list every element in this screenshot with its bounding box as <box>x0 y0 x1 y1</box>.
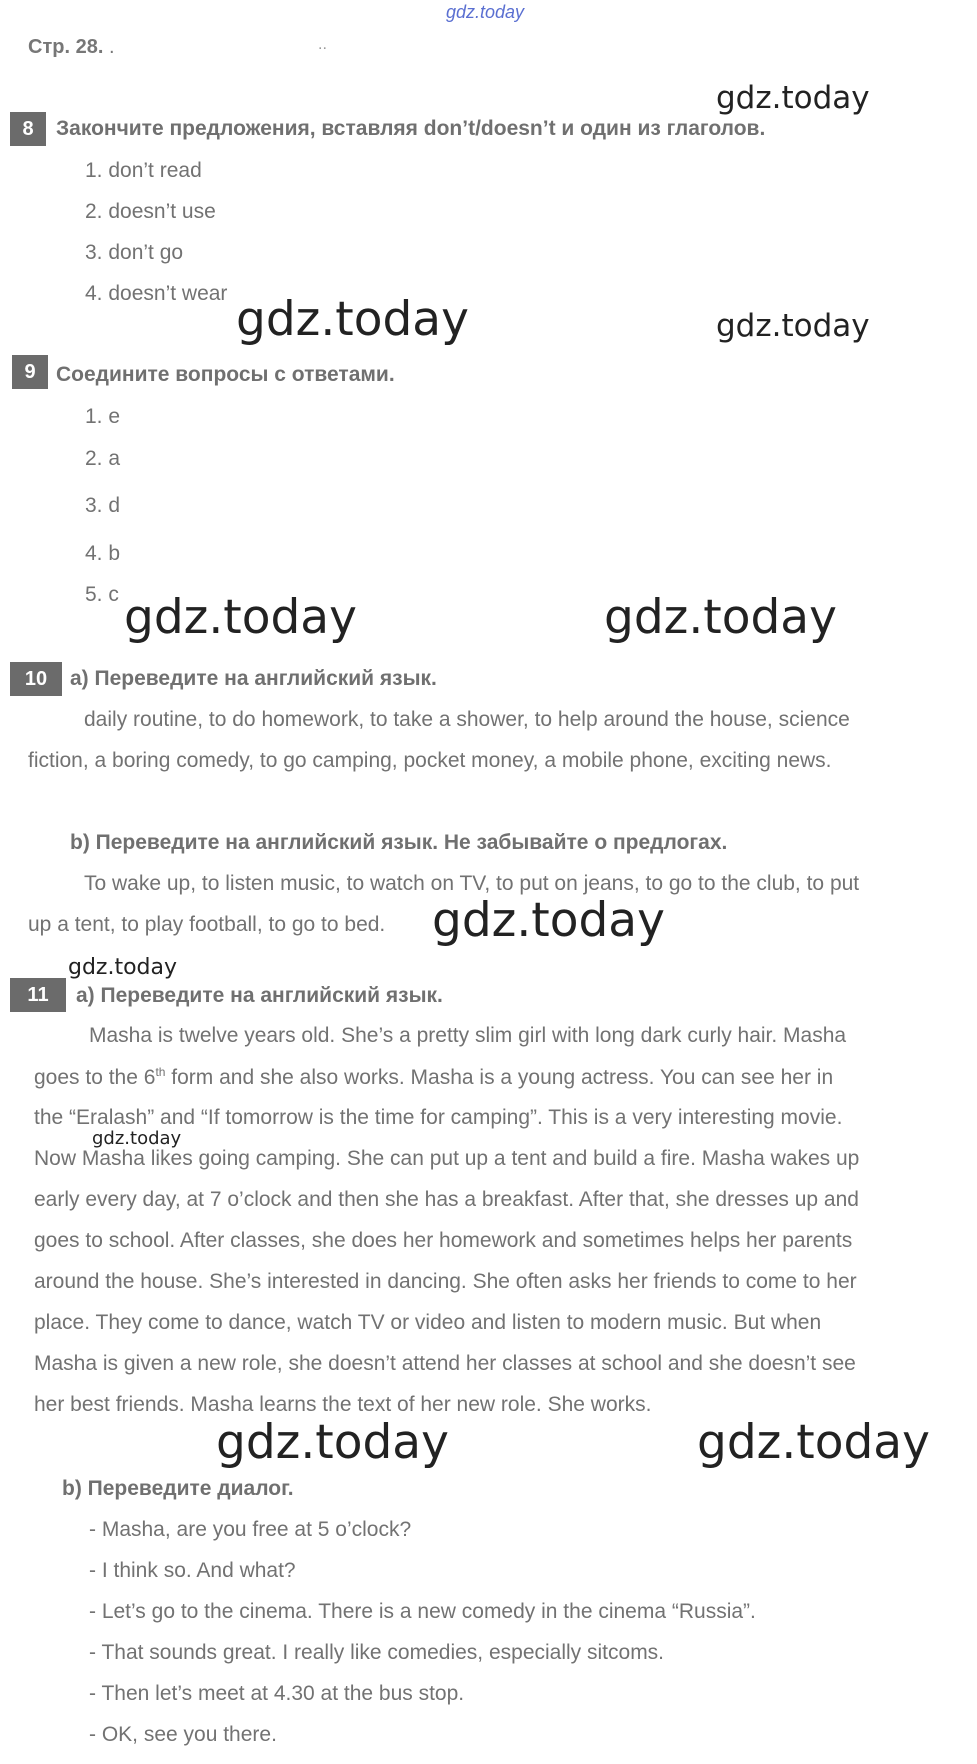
exercise-10-badge: 10 <box>10 662 62 696</box>
exercise-11a-text: Now Masha likes going camping. She can put up a tent and build a fire. Masha wakes up <box>34 1147 860 1170</box>
exercise-9-badge: 9 <box>12 355 48 389</box>
exercise-10b-text: To wake up, to listen music, to watch on TV, to put on jeans, to go to the club, to put <box>84 872 860 895</box>
exercise-8-badge: 8 <box>10 112 46 146</box>
exercise-8-item: 3. don’t go <box>85 241 184 264</box>
dialog-line: - Let’s go to the cinema. There is a new comedy in the cinema “Russia”. <box>89 1600 756 1623</box>
exercise-10b-text: up a tent, to play football, to go to bed. <box>28 913 386 936</box>
dialog-line: - OK, see you there. <box>89 1723 277 1746</box>
exercise-10a-text: daily routine, to do homework, to take a shower, to help around the house, science <box>84 708 850 731</box>
page-number: Стр. 28. . <box>28 36 115 58</box>
exercise-9-item: 4. b <box>85 542 121 565</box>
exercise-11a-text: goes to school. After classes, she does her homework and sometimes helps her parents <box>34 1229 853 1252</box>
watermark: gdz.today <box>432 893 665 948</box>
exercise-8-title: Закончите предложения, вставляя don’t/doesn’t и один из глаголов. <box>56 117 766 140</box>
exercise-11a-text: place. They come to dance, watch TV or video and listen to modern music. But when <box>34 1311 822 1334</box>
dialog-line: - That sounds great. I really like comedies, especially sitcoms. <box>89 1641 665 1664</box>
exercise-11a-text: her best friends. Masha learns the text of her new role. She works. <box>34 1393 652 1416</box>
watermark: gdz.today <box>216 1415 449 1470</box>
watermark: gdz.today <box>697 1415 930 1470</box>
exercise-11a-text: early every day, at 7 o’clock and then she has a breakfast. After that, she dresses up and <box>34 1188 859 1211</box>
exercise-11a-text: Masha is given a new role, she doesn’t attend her classes at school and she doesn’t see <box>34 1352 856 1375</box>
exercise-11a-title: a) Переведите на английский язык. <box>76 984 443 1007</box>
watermark: gdz.today <box>92 1128 182 1149</box>
exercise-11a-text: goes to the 6th form and she also works. Masha is a young actress. You can see her in <box>34 1065 834 1089</box>
watermark: gdz.today <box>68 955 178 980</box>
exercise-11b-title: b) Переведите диалог. <box>62 1477 294 1500</box>
exercise-9-item: 5. c <box>85 583 119 606</box>
exercise-9-item: 3. d <box>85 494 121 517</box>
exercise-11a-text: the “Eralash” and “If tomorrow is the time for camping”. This is a very interesting movie. <box>34 1106 843 1129</box>
exercise-8-item: 2. doesn’t use <box>85 200 216 223</box>
watermark: gdz.today <box>716 308 870 344</box>
watermark: gdz.today <box>236 292 469 347</box>
dialog-line: - Then let’s meet at 4.30 at the bus stop. <box>89 1682 465 1705</box>
exercise-8-item: 1. don’t read <box>85 159 202 182</box>
exercise-10a-title: a) Переведите на английский язык. <box>70 667 437 690</box>
header-dots: .. <box>318 36 327 53</box>
watermark: gdz.today <box>124 590 357 645</box>
exercise-11a-text: around the house. She’s interested in dancing. She often asks her friends to come to her <box>34 1270 857 1293</box>
exercise-10a-text: fiction, a boring comedy, to go camping, pocket money, a mobile phone, exciting news. <box>28 749 832 772</box>
watermark-top: gdz.today <box>446 2 525 22</box>
exercise-9-item: 1. e <box>85 405 121 428</box>
exercise-10b-title: b) Переведите на английский язык. Не забывайте о предлогах. <box>70 831 728 854</box>
watermark: gdz.today <box>604 590 837 645</box>
dialog-line: - Masha, are you free at 5 o’clock? <box>89 1518 412 1541</box>
watermark: gdz.today <box>716 80 870 116</box>
dialog-line: - I think so. And what? <box>89 1559 296 1582</box>
exercise-8-item: 4. doesn’t wear <box>85 282 228 305</box>
exercise-11a-text: Masha is twelve years old. She’s a pretty slim girl with long dark curly hair. Masha <box>89 1024 847 1047</box>
exercise-9-item: 2. a <box>85 447 121 470</box>
exercise-11-badge: 11 <box>10 978 66 1012</box>
exercise-9-title: Соедините вопросы с ответами. <box>56 363 395 386</box>
